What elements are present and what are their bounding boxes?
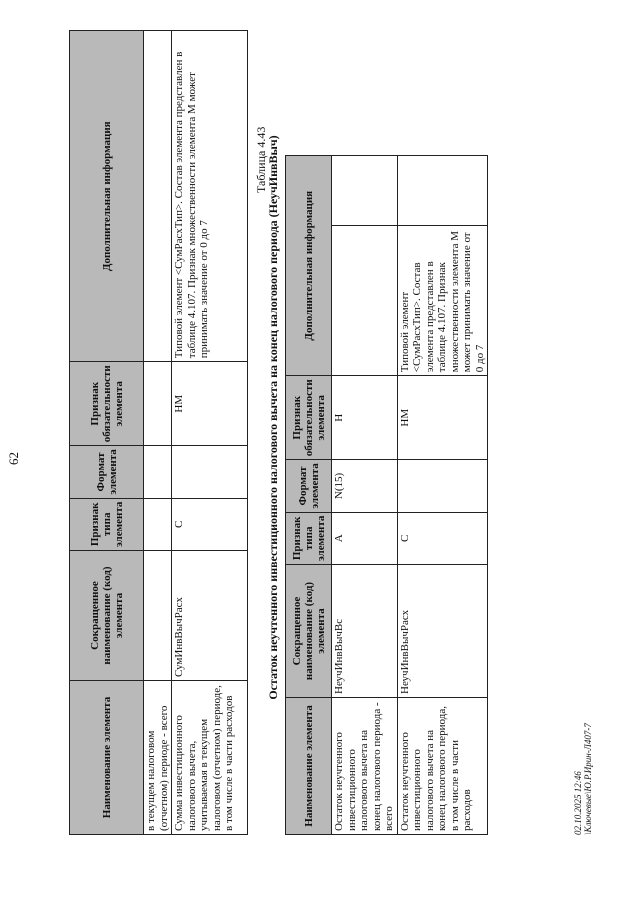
page-number: 62: [6, 452, 21, 465]
table-header-row: [286, 156, 332, 835]
header-name: Наименование элемента: [286, 698, 332, 835]
table-row: [397, 156, 488, 835]
header-code: Сокращенное наименование (код) элемента: [70, 551, 144, 681]
table-bottom: [285, 155, 488, 835]
cell-info: Типовой элемент <СумРасхТип>. Состав элемента представлен в таблице 4.107. Признак множественности элемента М может принимать значение от 0 до 7: [172, 31, 248, 362]
table-top: [69, 30, 248, 835]
cell-type: [144, 498, 172, 550]
cell-code: НеучИнвВычВс: [332, 565, 398, 698]
cell-format: N(15): [332, 460, 398, 512]
cell-name: в текущем налоговом (отчетном) периоде - всего: [144, 681, 172, 835]
section-title: Остаток неучтенного инвестиционного налогового вычета на конец налогового периода (НеучИнвВыч): [266, 135, 280, 700]
cell-code: НеучИнвВычРасх: [397, 565, 488, 698]
cell-obligation: Н: [332, 376, 398, 460]
header-obligation: Признак обязательности элемента: [70, 362, 144, 446]
cell-format: [144, 446, 172, 498]
header-type: Признак типа элемента: [286, 512, 332, 564]
table-header-row: [70, 31, 144, 835]
cell-info-extra: [397, 156, 488, 226]
header-name: Наименование элемента: [70, 681, 144, 835]
table-row: [332, 156, 398, 835]
table-caption: Таблица 4.43: [254, 126, 268, 193]
header-info: Дополнительная информация: [70, 31, 144, 362]
cell-format: [397, 460, 488, 512]
cell-type: А: [332, 512, 398, 564]
cell-obligation: НМ: [397, 376, 488, 460]
table-row: [172, 31, 248, 835]
cell-info: [332, 226, 398, 376]
header-info: Дополнительная информация: [286, 156, 332, 376]
cell-obligation: [144, 362, 172, 446]
cell-obligation: НМ: [172, 362, 248, 446]
table-row: [144, 31, 172, 835]
cell-name: Остаток неучтенного инвестиционного налогового вычета на конец налогового периода, в том числе в части расходов: [397, 698, 488, 835]
cell-info: Типовой элемент <СумРасхТип>. Состав элемента представлен в таблице 4.107. Признак множественности элемента М может принимать значение от 0 до 7: [397, 226, 488, 376]
stamp-date: 02.10.2025 12:46: [573, 771, 583, 835]
header-code: Сокращенное наименование (код) элемента: [286, 565, 332, 698]
cell-name: Сумма инвестиционного налогового вычета, учитываемая в текущем налоговом (отчетном) периоде, в том числе в части расходов: [172, 681, 248, 835]
print-stamp: [573, 723, 593, 835]
cell-code: СумИнвВычРасх: [172, 551, 248, 681]
header-format: Формат элемента: [286, 460, 332, 512]
header-obligation: Признак обязательности элемента: [286, 376, 332, 460]
cell-format: [172, 446, 248, 498]
cell-name: Остаток неучтенного инвестиционного налогового вычета на конец налогового периода - всего: [332, 698, 398, 835]
cell-type: С: [172, 498, 248, 550]
cell-code: [144, 551, 172, 681]
header-format: Формат элемента: [70, 446, 144, 498]
cell-info: [144, 31, 172, 362]
cell-info-extra: [332, 156, 398, 226]
cell-type: С: [397, 512, 488, 564]
stamp-code: \Ключевые\Ю.Р.Ирин-Л407-7: [583, 723, 593, 835]
header-type: Признак типа элемента: [70, 498, 144, 550]
